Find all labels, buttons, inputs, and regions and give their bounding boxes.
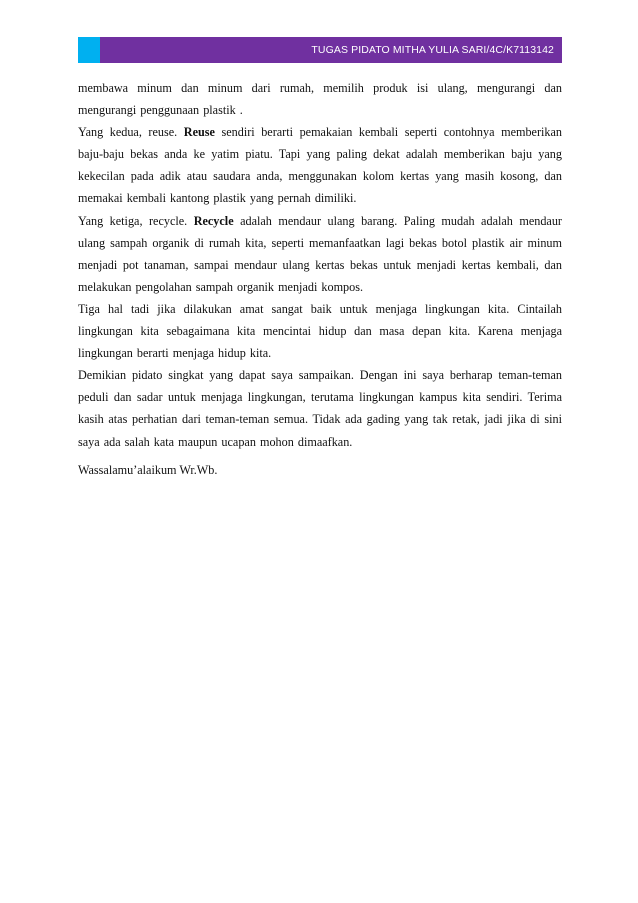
closing-greeting: Wassalamu’alaikum Wr.Wb. xyxy=(78,462,218,477)
paragraph-reuse-body: sendiri berarti pemakaian kembali seperti contohnya memberikan baju-baju bekas anda ke yatim piatu. Tapi yang paling dekat adalah memberikan baju yang kekecilan pada adik atau saudara anda, menggunakan kolom kertas yang masih kosong, dan memakai kembali kantong plastik yang pernah dimiliki. xyxy=(78,125,562,206)
paragraph-recycle xyxy=(78,210,562,298)
recycle-keyword: Recycle xyxy=(193,213,234,228)
paragraph-conclusion: Demikian pidato singkat yang dapat saya sampaikan. Dengan ini saya berharap teman-teman peduli dan sadar untuk menjaga lingkungan, terutama lingkungan kampus kita sendiri. Terima kasih atas perhatian dari teman-teman semua. Tidak ada gading yang tak retak, jadi jika di sini saya ada salah kata maupun ucapan mohon dimaafkan. xyxy=(78,368,562,449)
header-accent-block xyxy=(78,37,100,63)
paragraph-reuse-intro: Yang kedua, reuse. xyxy=(78,125,184,140)
paragraph-continuation: membawa minum dan minum dari rumah, memilih produk isi ulang, mengurangi dan mengurangi penggunaan plastik . xyxy=(78,81,562,118)
document-body xyxy=(78,77,562,481)
paragraph-recycle-intro: Yang ketiga, recycle. xyxy=(78,213,194,228)
reuse-keyword: Reuse xyxy=(183,125,215,140)
paragraph-recycle-body: adalah mendaur ulang barang. Paling mudah adalah mendaur ulang sampah organik di rumah kita, seperti memanfaatkan lagi bekas botol plastik air minum menjadi pot tanaman, sampai mendaur ulang kertas bekas untuk menjadi kertas kembali, dan melakukan pengolahan sampah organik menjadi kompos. xyxy=(78,213,562,294)
header-title: TUGAS PIDATO MITHA YULIA SARI/4C/K7113142 xyxy=(311,44,554,56)
page-header-bar xyxy=(78,37,562,63)
paragraph-summary: Tiga hal tadi jika dilakukan amat sangat baik untuk menjaga lingkungan kita. Cintailah lingkungan kita sebagaimana kita mencintai hidup dan masa depan kita. Karena menjaga lingkungan berarti menjaga hidup kita. xyxy=(78,301,562,361)
paragraph-reuse xyxy=(78,121,562,209)
